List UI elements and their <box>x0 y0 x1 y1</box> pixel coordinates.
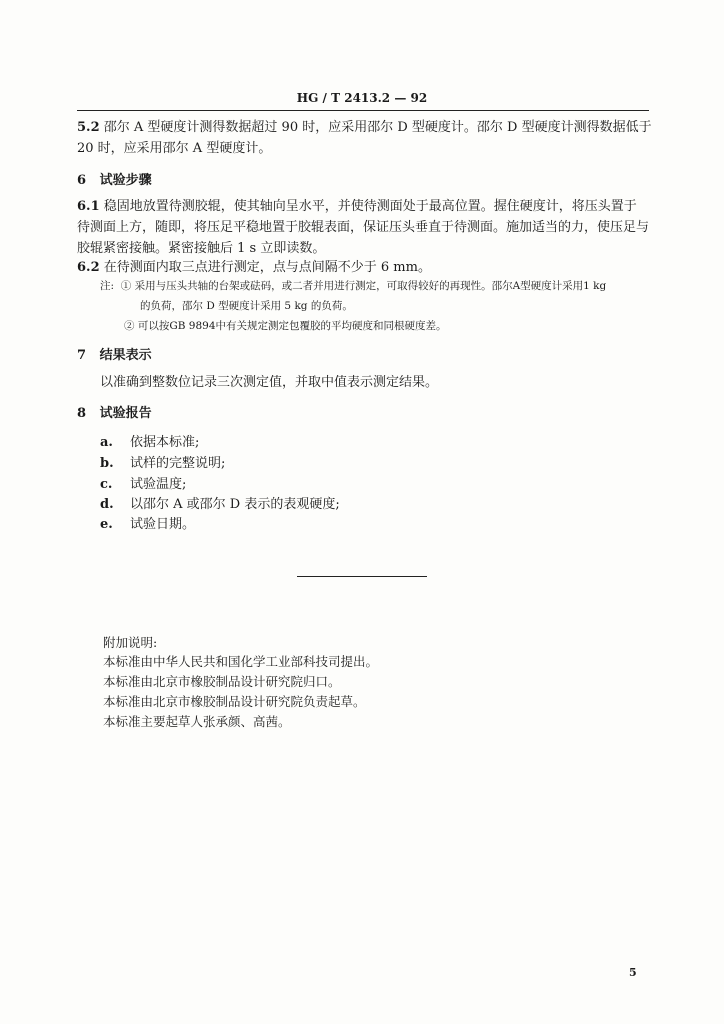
note-2 <box>124 316 447 336</box>
section-title: 结果表示 <box>99 348 152 363</box>
note-text: 可以按GB 9894中有关规定测定包覆胶的平均硬度和同根硬度差。 <box>137 320 447 332</box>
report-item <box>100 474 186 495</box>
report-item <box>100 432 199 453</box>
section-title: 试验报告 <box>99 406 152 421</box>
section-7-heading <box>77 345 152 366</box>
item-letter: e. <box>100 517 113 532</box>
section-number: 8 <box>77 406 87 421</box>
clause-6-1-line2: 待测面上方，随即，将压足平稳地置于胶辊表面，保证压头垂直于待测面。施加适当的力，使压足与 <box>77 220 650 235</box>
clause-6-1 <box>77 196 637 217</box>
clause-number: 6.1 <box>77 199 100 214</box>
note-label: 注: <box>100 280 115 292</box>
item-letter: c. <box>100 477 113 492</box>
item-letter: b. <box>100 456 114 471</box>
section-title: 试验步骤 <box>99 173 152 188</box>
appendix-line: 本标准主要起草人张承颜、高茜。 <box>103 714 291 729</box>
report-item <box>100 453 225 474</box>
end-rule <box>297 576 427 577</box>
note-marker: ② <box>124 320 135 332</box>
note-1 <box>100 276 606 296</box>
clause-5-2 <box>77 117 652 138</box>
clause-text: 稳固地放置待测胶辊，使其轴向呈水平，并使待测面处于最高位置。握住硬度计，将压头置于 <box>103 199 637 214</box>
appendix-line: 本标准由北京市橡胶制品设计研究院负责起草。 <box>103 694 366 709</box>
header-rule <box>77 110 649 111</box>
clause-number: 6.2 <box>77 260 100 275</box>
clause-6-2 <box>77 257 431 278</box>
appendix-title: 附加说明: <box>103 635 158 650</box>
page-number: 5 <box>629 966 637 979</box>
item-text: 试验日期。 <box>130 517 196 532</box>
clause-number: 5.2 <box>77 120 100 135</box>
appendix-line: 本标准由中华人民共和国化学工业部科技司提出。 <box>103 654 379 669</box>
item-letter: d. <box>100 497 114 512</box>
clause-5-2-continued: 20 时，应采用邵尔 A 型硬度计。 <box>77 141 272 156</box>
section-6-heading <box>77 170 152 191</box>
note-text: 采用与压头共轴的台架或砝码，或二者并用进行测定，可取得较好的再现性。邵尔A型硬度计采用1 kg <box>134 280 607 292</box>
item-letter: a. <box>100 435 113 450</box>
clause-text: 在待测面内取三点进行测定，点与点间隔不少于 6 mm。 <box>103 260 431 275</box>
note-marker: ① <box>120 280 132 292</box>
item-text: 依据本标准; <box>130 435 200 450</box>
item-text: 以邵尔 A 或邵尔 D 表示的表观硬度; <box>130 497 340 512</box>
report-item <box>100 514 195 535</box>
clause-text: 邵尔 A 型硬度计测得数据超过 90 时，应采用邵尔 D 型硬度计。邵尔 D 型硬度计测得数据低于 <box>103 120 652 135</box>
note-1-line2: 的负荷，邵尔 D 型硬度计采用 5 kg 的负荷。 <box>140 300 353 312</box>
item-text: 试验温度; <box>130 477 187 492</box>
section-number: 7 <box>77 348 87 363</box>
report-item <box>100 494 340 515</box>
section-number: 6 <box>77 173 87 188</box>
running-header: HG / T 2413.2 — 92 <box>296 91 428 105</box>
section-7-text: 以准确到整数位记录三次测定值，并取中值表示测定结果。 <box>100 375 439 390</box>
section-8-heading <box>77 403 152 424</box>
appendix-line: 本标准由北京市橡胶制品设计研究院归口。 <box>103 674 341 689</box>
clause-6-1-line3: 胶辊紧密接触。紧密接触后 1 s 立即读数。 <box>77 241 326 256</box>
item-text: 试样的完整说明; <box>130 456 226 471</box>
